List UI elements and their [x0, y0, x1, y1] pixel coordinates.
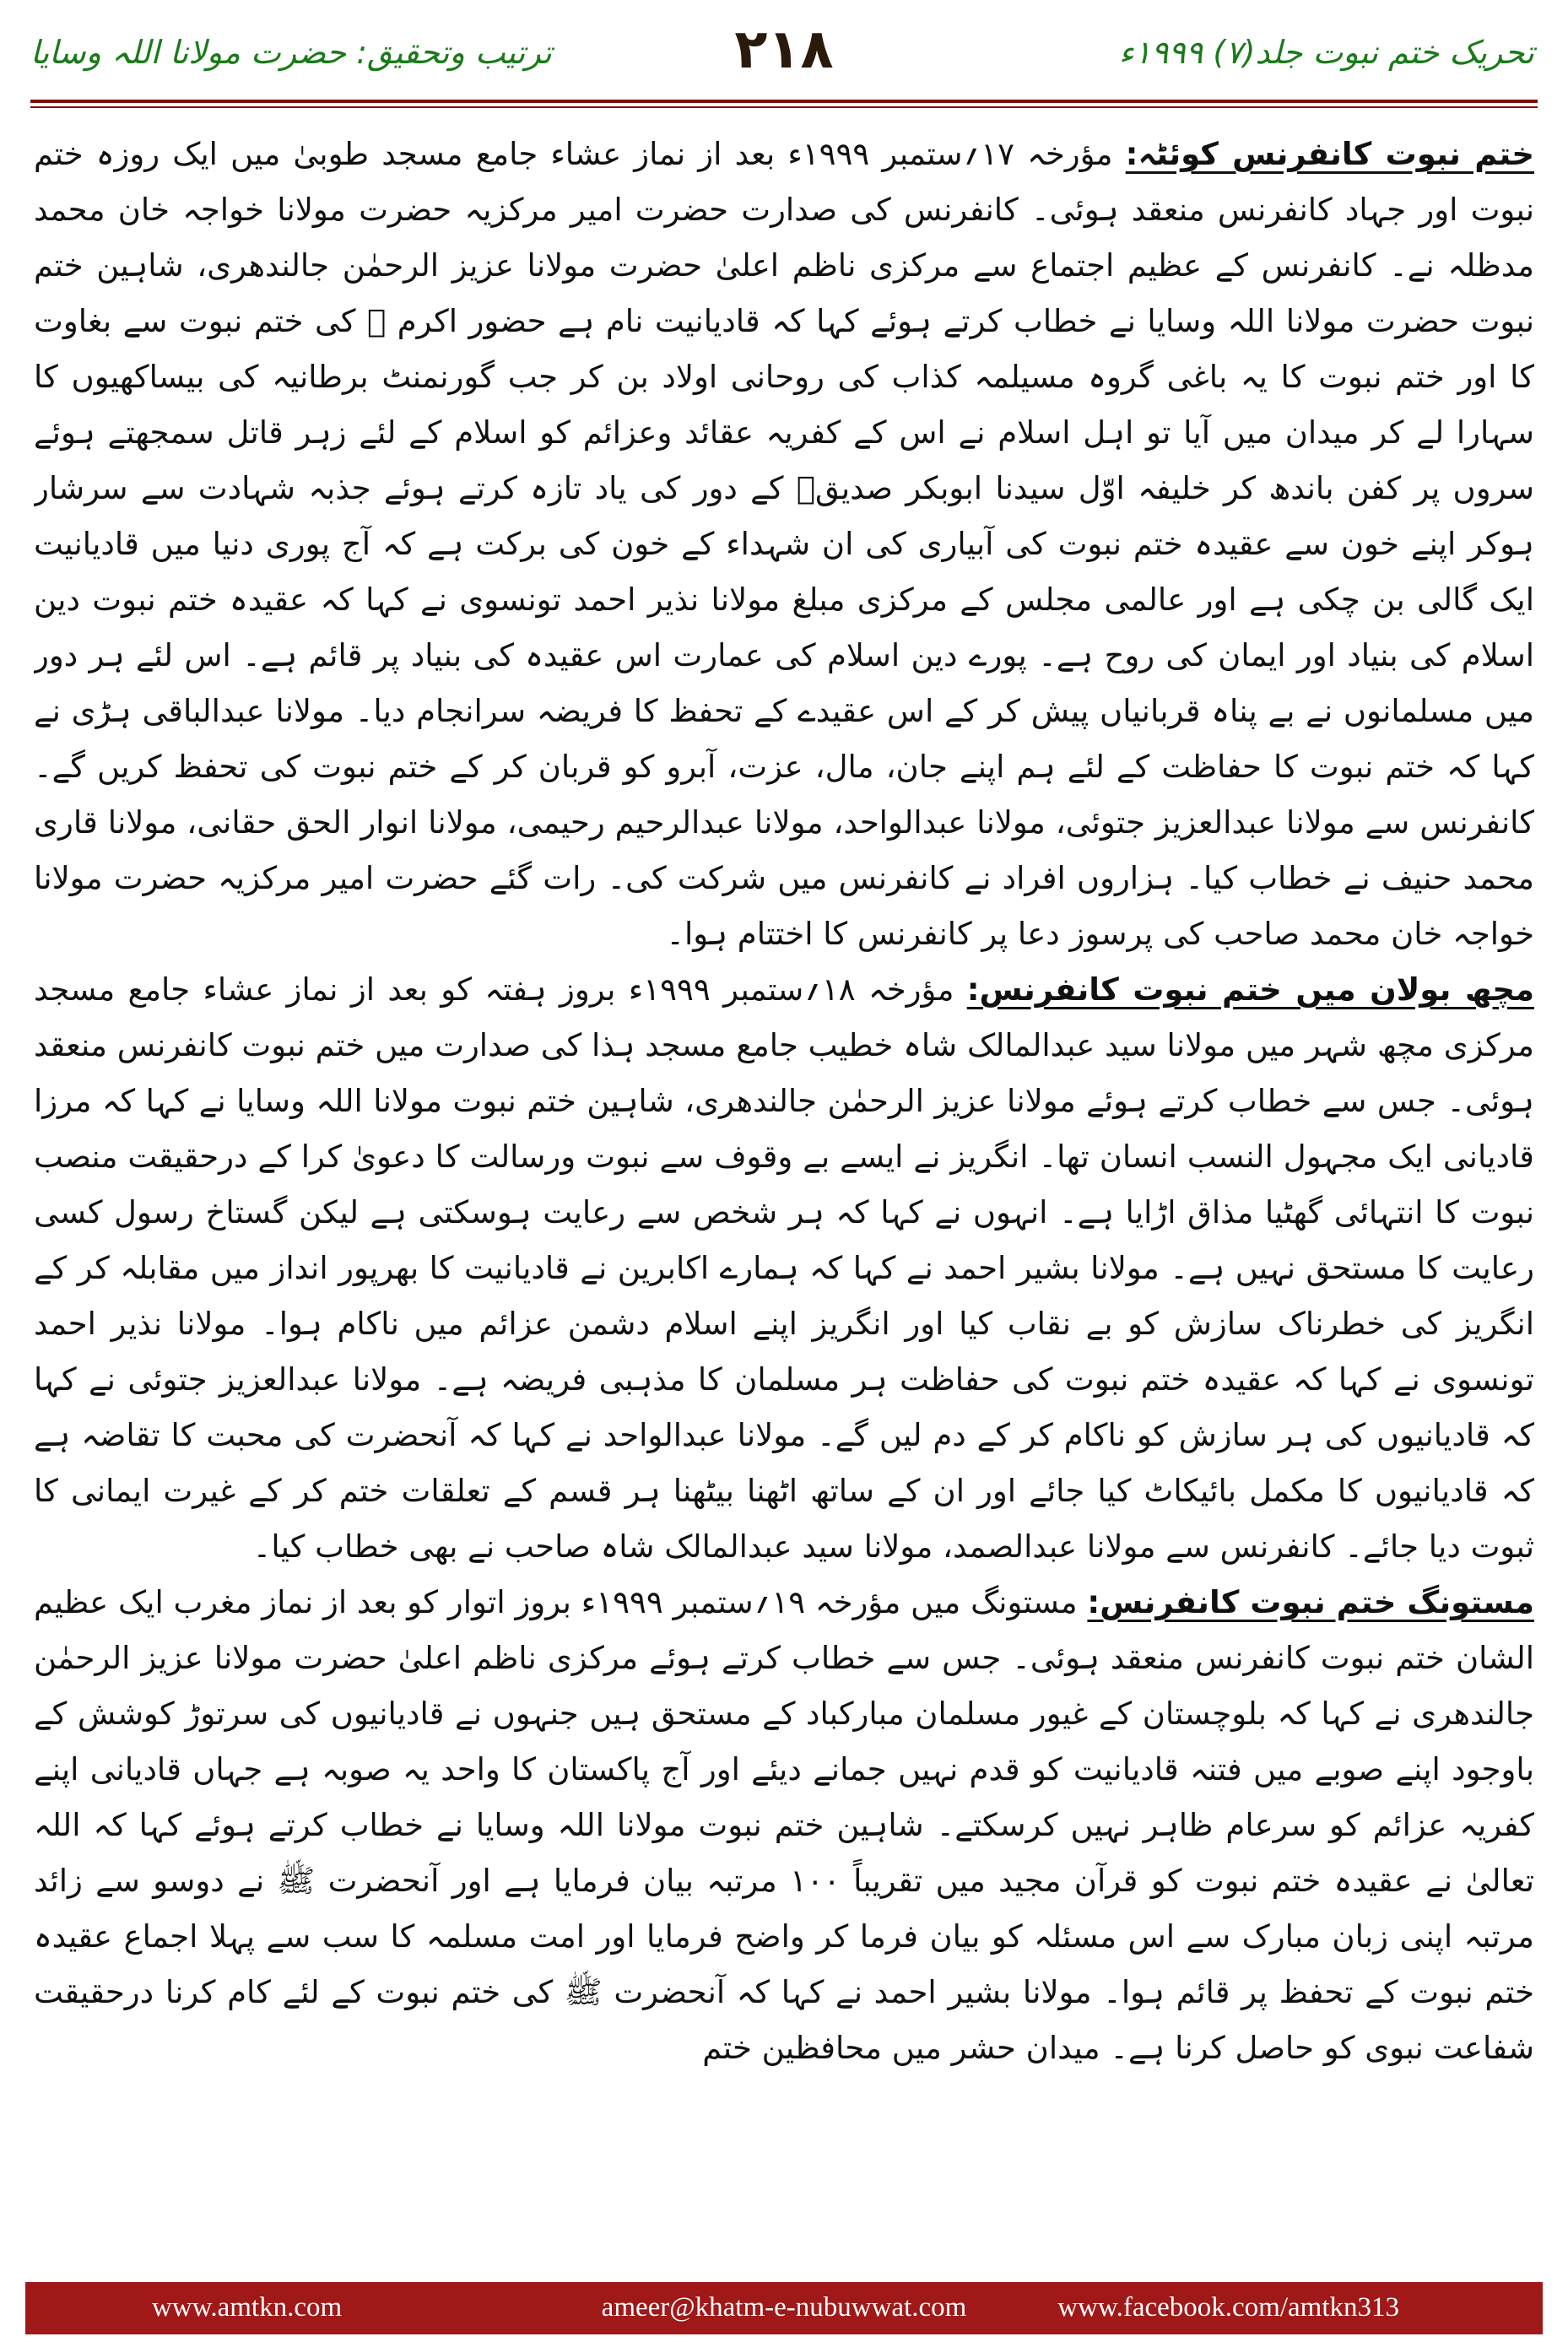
- footer-website-link[interactable]: www.amtkn.com: [152, 2292, 343, 2323]
- page-body: [34, 127, 1534, 2253]
- section-body: مستونگ میں مؤرخہ ۱۹؍ستمبر ۱۹۹۹ء بروز اتوار کو بعد از نماز مغرب ایک عظیم الشان ختم نبوت کانفرنس منعقد ہوئی۔ جس سے خطاب کرتے ہوئے مرکزی ناظم اعلیٰ حضرت مولانا عزیز الرحمٰن جالندھری نے کہا کہ بلوچستان کے غیور مسلمان مبارکباد کے مستحق ہیں جنہوں نے قادیانیوں کی سرتوڑ کوشش کے باوجود اپنے صوبے میں فتنہ قادیانیت کو قدم نہیں جمانے دیئے اور آج پاکستان کا واحد یہ صوبہ ہے جہاں قادیانی اپنے کفریہ عزائم کو سرعام ظاہر نہیں کرسکتے۔ شاہین ختم نبوت مولانا اللہ وسایا نے خطاب کرتے ہوئے کہا کہ اللہ تعالیٰ نے عقیدہ ختم نبوت کو قرآن مجید میں تقریباً ۱۰۰ مرتبہ بیان فرمایا ہے اور آنحضرت ﷺ نے دوسو سے زائد مرتبہ اپنی زبان مبارک سے اس مسئلہ کو بیان فرما کر واضح فرمایا اور امت مسلمہ کا سب سے پہلا اجماع عقیدہ ختم نبوت کے تحفظ پر قائم ہوا۔ مولانا بشیر احمد نے کہا کہ آنحضرت ﷺ کی ختم نبوت کے لئے کام کرنا درحقیقت شفاعت نبوی کو حاصل کرنا ہے۔ میدان حشر میں محافظین ختم: [34, 1584, 1534, 2066]
- header-compiler: ترتیب وتحقیق: حضرت مولانا اللہ وسایا: [30, 34, 552, 71]
- section-mach-bolan: [34, 962, 1534, 1575]
- footer-facebook-link[interactable]: www.facebook.com/amtkn313: [1057, 2292, 1399, 2323]
- header-divider: [30, 100, 1538, 103]
- section-body: مؤرخہ ۱۸؍ستمبر ۱۹۹۹ء بروز ہفتہ کو بعد از نماز عشاء جامع مسجد مرکزی مچھ شہر میں مولانا سید عبدالمالک شاہ خطیب جامع مسجد ہذا کی صدارت میں ختم نبوت کانفرنس منعقد ہوئی۔ جس سے خطاب کرتے ہوئے مولانا عزیز الرحمٰن جالندھری، شاہین ختم نبوت مولانا اللہ وسایا نے کہا کہ مرزا قادیانی ایک مجہول النسب انسان تھا۔ انگریز نے ایسے بے وقوف سے نبوت ورسالت کا دعویٰ کرا کے درحقیقت منصب نبوت کا انتہائی گھٹیا مذاق اڑایا ہے۔ انہوں نے کہا کہ ہر شخص سے رعایت ہوسکتی ہے لیکن گستاخ رسول کسی رعایت کا مستحق نہیں ہے۔ مولانا بشیر احمد نے کہا کہ ہمارے اکابرین نے قادیانیت کا بھرپور انداز میں مقابلہ کر کے انگریز کی خطرناک سازش کو بے نقاب کیا اور انگریز اپنے اسلام دشمن عزائم میں ناکام ہوا۔ مولانا نذیر احمد تونسوی نے کہا کہ عقیدہ ختم نبوت کی حفاظت ہر مسلمان کا مذہبی فریضہ ہے۔ مولانا عبدالعزیز جتوئی نے کہا کہ قادیانیوں کی ہر سازش کو ناکام کر کے دم لیں گے۔ مولانا عبدالواحد نے کہا کہ آنحضرت کی محبت کا تقاضہ ہے کہ قادیانیوں کا مکمل بائیکاٹ کیا جائے اور ان کے ساتھ اٹھنا بیٹھنا ہر قسم کے تعلقات ختم کر کے غیرت ایمانی کا ثبوت دیا جائے۔ کانفرنس سے مولانا عبدالصمد، مولانا سید عبدالمالک شاہ صاحب نے بھی خطاب کیا۔: [34, 971, 1534, 1565]
- section-heading: ختم نبوت کانفرنس کوئٹہ:: [1125, 136, 1534, 172]
- page-number: ۲۱۸: [734, 19, 834, 81]
- section-body: مؤرخہ ۱۷؍ستمبر ۱۹۹۹ء بعد از نماز عشاء جامع مسجد طوبیٰ میں ایک روزہ ختم نبوت اور جہاد کانفرنس منعقد ہوئی۔ کانفرنس کی صدارت حضرت امیر مرکزیہ حضرت مولانا خواجہ خان محمد مدظلہ نے۔ کانفرنس کے عظیم اجتماع سے مرکزی ناظم اعلیٰ حضرت مولانا عزیز الرحمٰن جالندھری، شاہین ختم نبوت حضرت مولانا اللہ وسایا نے خطاب کرتے ہوئے کہا کہ قادیانیت نام ہے حضور اکرم ﷺ کی ختم نبوت سے بغاوت کا اور ختم نبوت کا یہ باغی گروہ مسیلمہ کذاب کی روحانی اولاد بن کر جب گورنمنٹ برطانیہ کی بیساکھیوں کا سہارا لے کر میدان میں آیا تو اہل اسلام نے اس کے کفریہ عقائد وعزائم کو اسلام کے لئے زہر قاتل سمجھتے ہوئے سروں پر کفن باندھ کر خلیفہ اوّل سیدنا ابوبکر صدیقؓ کے دور کی یاد تازہ کرتے ہوئے جذبہ شہادت سے سرشار ہوکر اپنے خون سے عقیدہ ختم نبوت کی آبیاری کی ان شہداء کے خون کی برکت ہے کہ آج پوری دنیا میں قادیانیت ایک گالی بن چکی ہے اور عالمی مجلس کے مرکزی مبلغ مولانا نذیر احمد تونسوی نے کہا کہ عقیدہ ختم نبوت دین اسلام کی بنیاد اور ایمان کی روح ہے۔ پورے دین اسلام کی عمارت اس عقیدہ کی بنیاد پر قائم ہے۔ اس لئے ہر دور میں مسلمانوں نے بے پناہ قربانیاں پیش کر کے اس عقیدے کے تحفظ کا فریضہ سرانجام دیا۔ مولانا عبدالباقی ہڑی نے کہا کہ ختم نبوت کا حفاظت کے لئے ہم اپنے جان، مال، عزت، آبرو کو قربان کر کے ختم نبوت کی تحفظ کریں گے۔ کانفرنس سے مولانا عبدالعزیز جتوئی، مولانا عبدالواحد، مولانا عبدالرحیم رحیمی، مولانا انوار الحق حقانی، مولانا قاری محمد حنیف نے خطاب کیا۔ ہزاروں افراد نے کانفرنس میں شرکت کی۔ رات گئے حضرت امیر مرکزیہ حضرت مولانا خواجہ خان محمد صاحب کی پرسوز دعا پر کانفرنس کا اختتام ہوا۔: [34, 136, 1534, 952]
- section-heading: مچھ بولان میں ختم نبوت کانفرنس:: [966, 971, 1534, 1008]
- section-heading: مستونگ ختم نبوت کانفرنس:: [1087, 1584, 1534, 1620]
- page-header: [0, 0, 1568, 93]
- page-footer: [25, 2282, 1543, 2334]
- header-divider-thin: [30, 106, 1538, 108]
- section-mastung: [34, 1575, 1534, 2076]
- header-book-title: تحریک ختم نبوت جلد(۷) ۱۹۹۹ء: [1118, 34, 1534, 71]
- footer-email-link[interactable]: ameer@khatm-e-nubuwwat.com: [601, 2292, 967, 2323]
- section-quetta: [34, 127, 1534, 962]
